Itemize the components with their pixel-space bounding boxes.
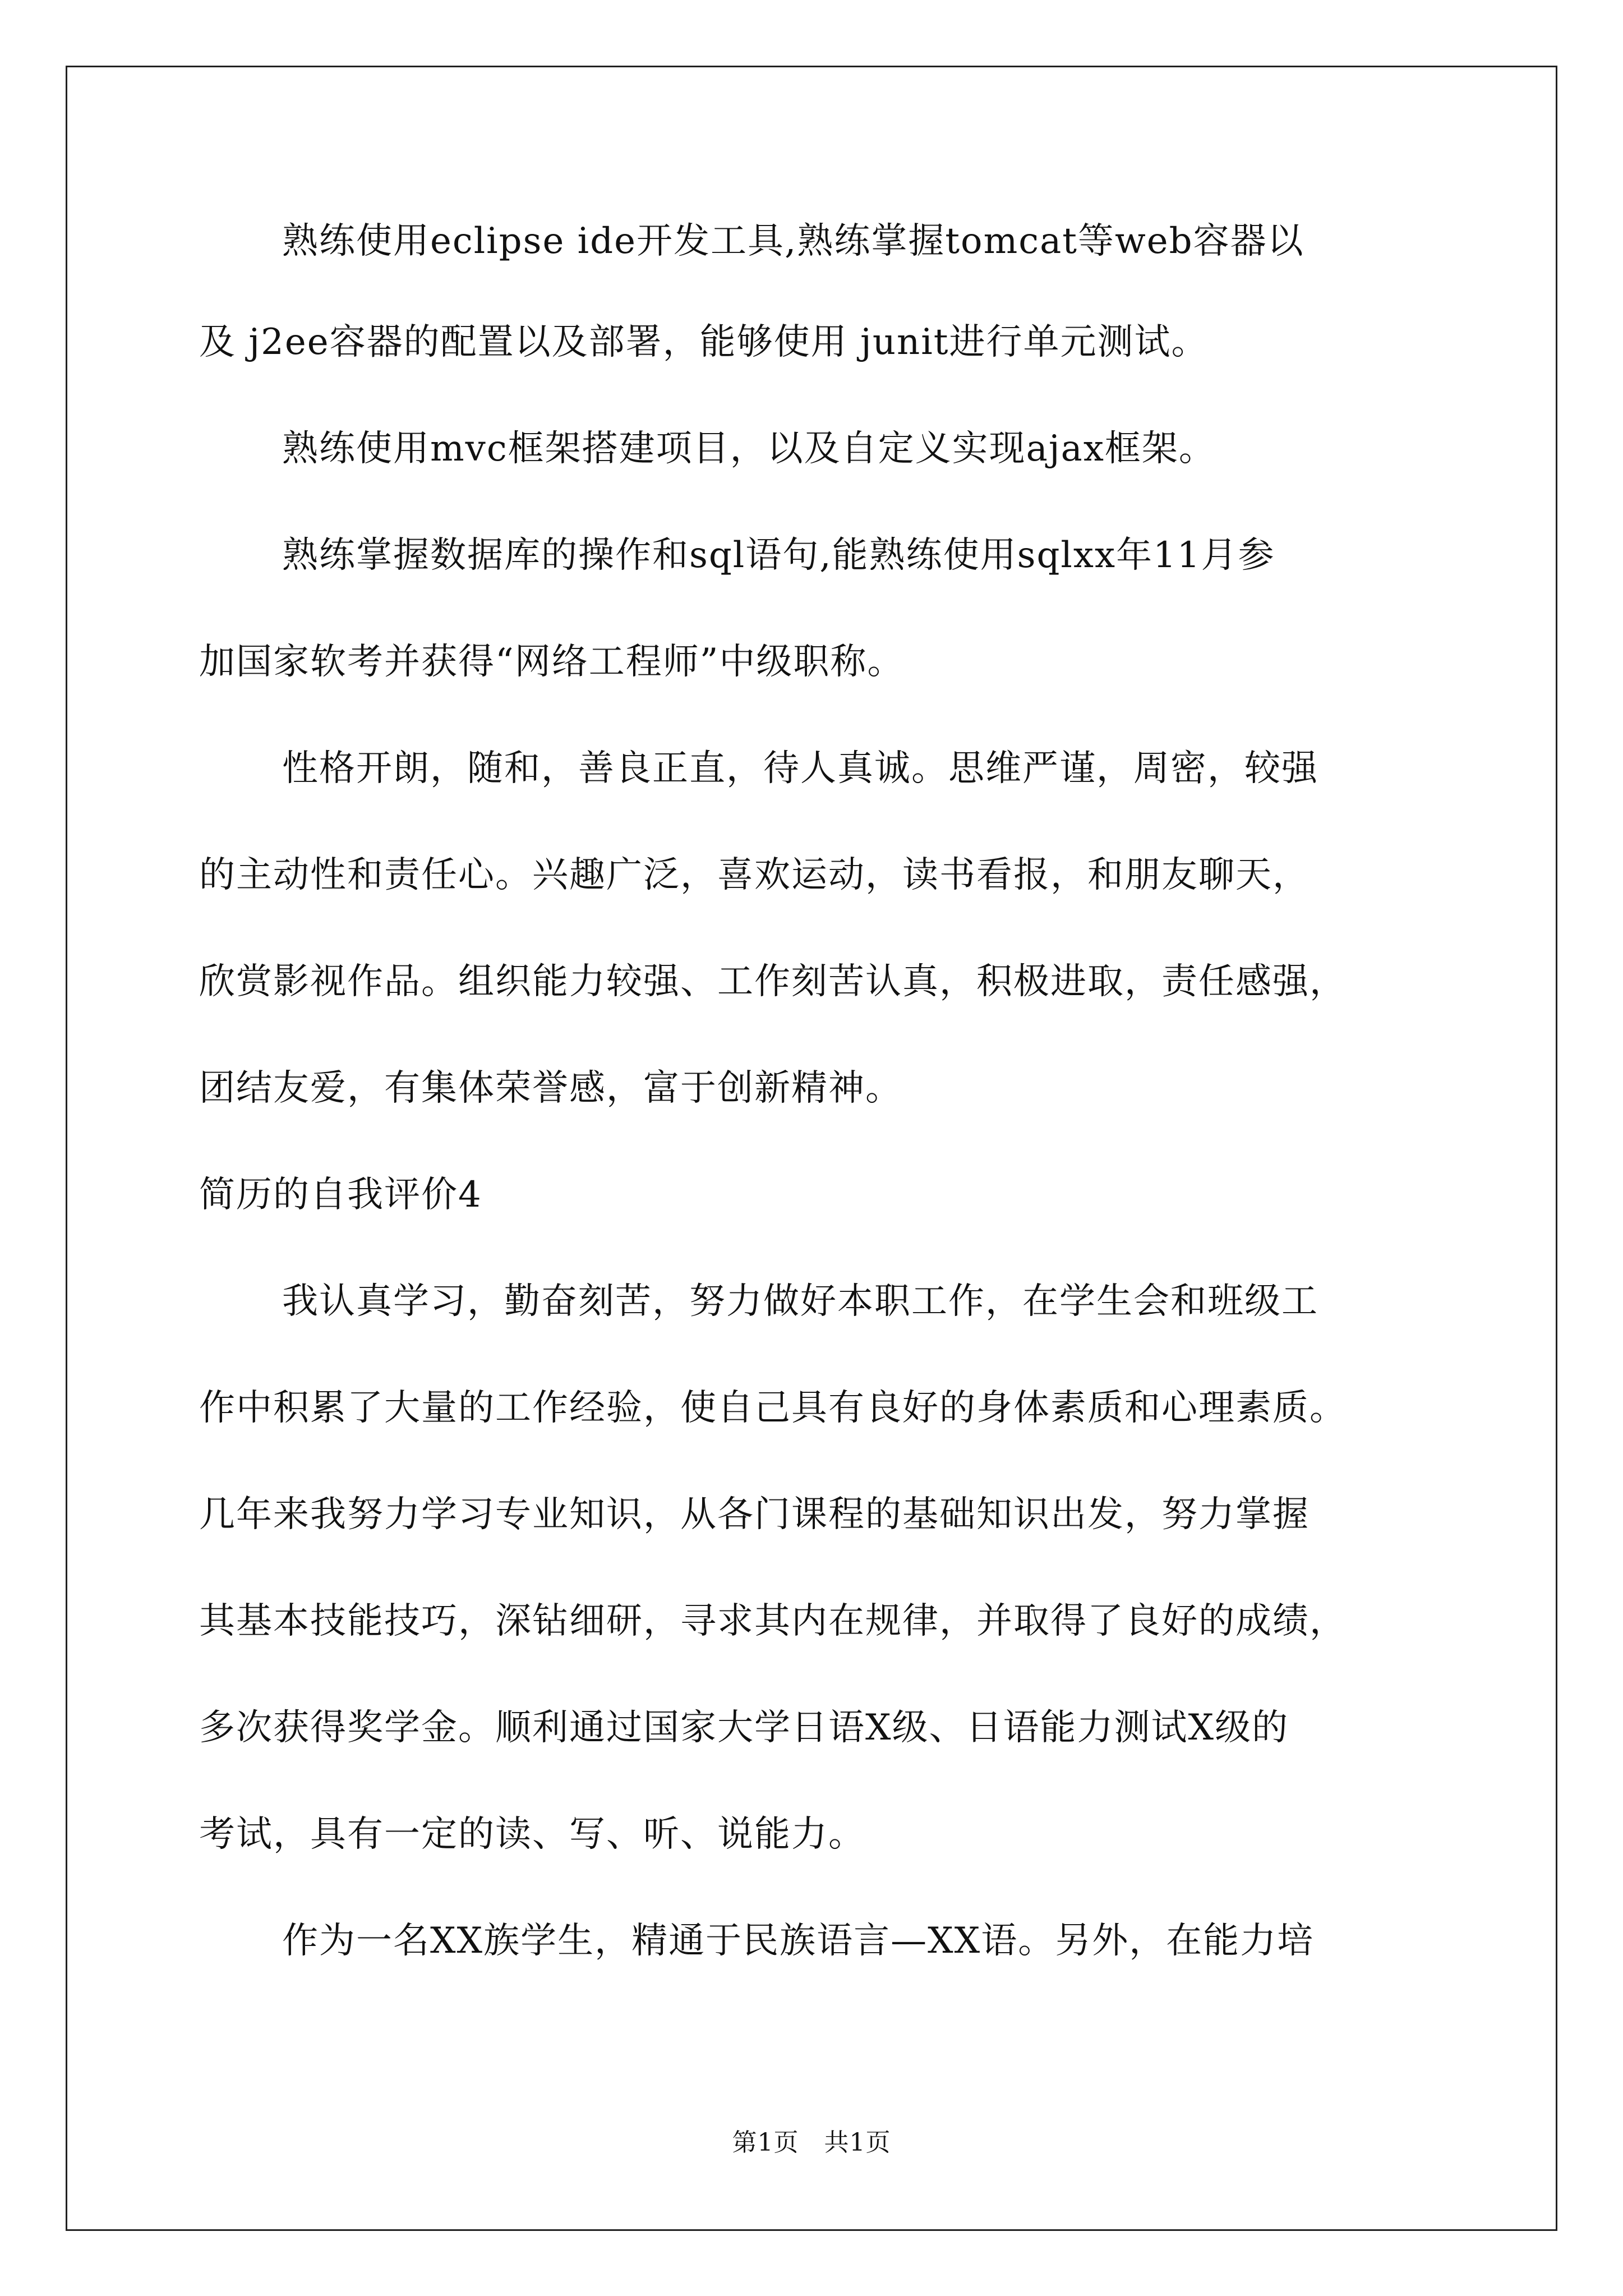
paragraph-line: 作中积累了大量的工作经验，使自己具有良好的身体素质和心理素质。 — [199, 1387, 1347, 1429]
paragraph-line: 我认真学习，勤奋刻苦，努力做好本职工作，在学生会和班级工 — [282, 1281, 1318, 1322]
paragraph-line: 多次获得奖学金。顺利通过国家大学日语X级、日语能力测试X级的 — [199, 1707, 1289, 1749]
paragraph-line: 熟练使用eclipse ide开发工具,熟练掌握tomcat等web容器以 — [282, 220, 1304, 262]
page-number-footer: 第1页 共1页 — [732, 2128, 891, 2157]
paragraph-line: 熟练使用mvc框架搭建项目，以及自定义实现ajax框架。 — [282, 428, 1216, 470]
paragraph-line: 性格开朗，随和，善良正直，待人真诚。思维严谨，周密，较强 — [282, 748, 1318, 789]
paragraph-line: 其基本技能技巧，深钻细研，寻求其内在规律，并取得了良好的成绩， — [199, 1600, 1347, 1642]
paragraph-line: 的主动性和责任心。兴趣广泛，喜欢运动，读书看报，和朋友聊天， — [199, 854, 1310, 896]
paragraph-line: 作为一名XX族学生，精通于民族语言—XX语。另外，在能力培 — [282, 1920, 1315, 1962]
paragraph-line: 团结友爱，有集体荣誉感，富于创新精神。 — [199, 1068, 902, 1109]
paragraph-line: 及 j2ee容器的配置以及部署，能够使用 junit进行单元测试。 — [199, 321, 1209, 363]
paragraph-line: 欣赏影视作品。组织能力较强、工作刻苦认真，积极进取，责任感强， — [199, 961, 1347, 1002]
paragraph-line: 考试，具有一定的读、写、听、说能力。 — [199, 1814, 865, 1855]
paragraph-line: 熟练掌握数据库的操作和sql语句,能熟练使用sqlxx年11月参 — [282, 535, 1275, 576]
page-border — [66, 66, 1557, 2231]
section-heading: 简历的自我评价4 — [199, 1174, 482, 1216]
paragraph-line: 几年来我努力学习专业知识，从各门课程的基础知识出发，努力掌握 — [199, 1494, 1310, 1535]
paragraph-line: 加国家软考并获得“网络工程师”中级职称。 — [199, 641, 905, 683]
